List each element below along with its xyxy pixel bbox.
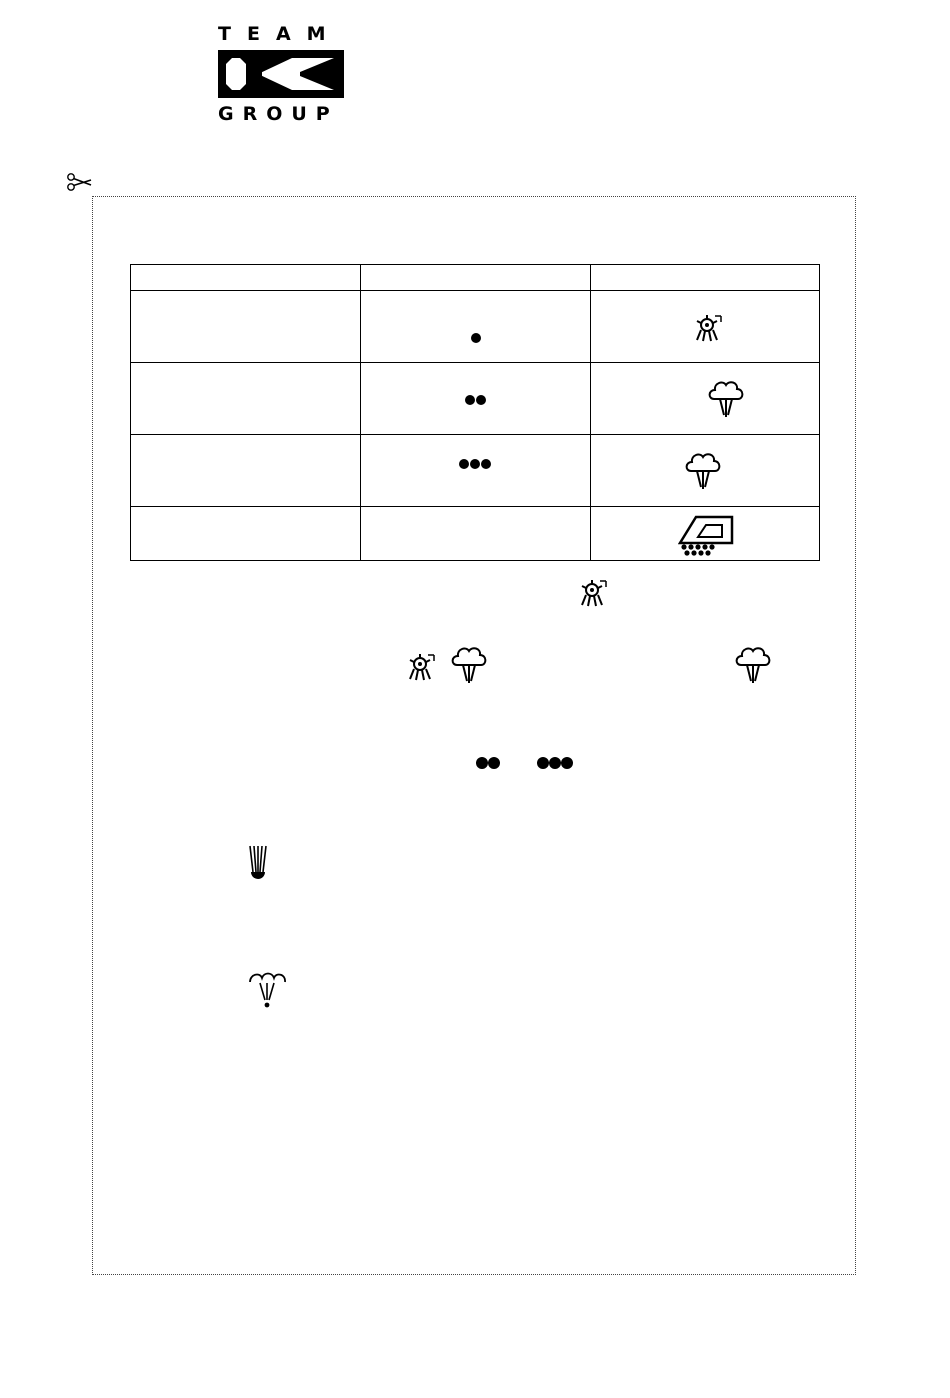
vertical-steam-burst-icon	[248, 844, 268, 882]
logo-k-mark-icon	[218, 50, 344, 98]
steam-cloud-icon	[449, 643, 489, 685]
row-label-cell	[131, 435, 361, 507]
header-cell	[361, 265, 591, 291]
anti-calc-icon	[406, 652, 436, 682]
row-label-cell	[131, 507, 361, 561]
row-label-cell	[131, 291, 361, 363]
team-group-logo	[218, 24, 344, 124]
iron-soleplate-icon	[678, 511, 736, 557]
table-row	[131, 363, 820, 435]
function-cell	[591, 291, 820, 363]
table-row	[131, 291, 820, 363]
temperature-cell	[361, 507, 591, 561]
settings-table	[130, 264, 820, 561]
dot-3-icon	[536, 756, 574, 770]
anti-calc-icon	[578, 578, 608, 608]
spray-icon	[246, 970, 288, 1010]
header-cell	[591, 265, 820, 291]
row-label-cell	[131, 363, 361, 435]
header-cell	[131, 265, 361, 291]
dot-2-icon	[464, 394, 488, 406]
dot-2-icon	[475, 756, 501, 770]
steam-cloud-icon	[683, 449, 723, 491]
table-row	[131, 435, 820, 507]
dot-3-icon	[458, 458, 494, 470]
table-header-row	[131, 265, 820, 291]
function-cell	[591, 507, 820, 561]
function-cell	[591, 435, 820, 507]
function-cell	[591, 363, 820, 435]
temperature-cell	[361, 291, 591, 363]
anti-calc-icon	[693, 313, 723, 343]
logo-bottom-word: GROUP	[218, 103, 339, 125]
temperature-cell	[361, 363, 591, 435]
table-row	[131, 507, 820, 561]
temperature-cell	[361, 435, 591, 507]
scissors-icon	[66, 172, 92, 192]
dot-1-icon	[470, 332, 482, 344]
steam-cloud-icon	[706, 377, 746, 419]
logo-top-word: TEAM	[218, 23, 342, 45]
steam-cloud-icon	[733, 643, 773, 685]
